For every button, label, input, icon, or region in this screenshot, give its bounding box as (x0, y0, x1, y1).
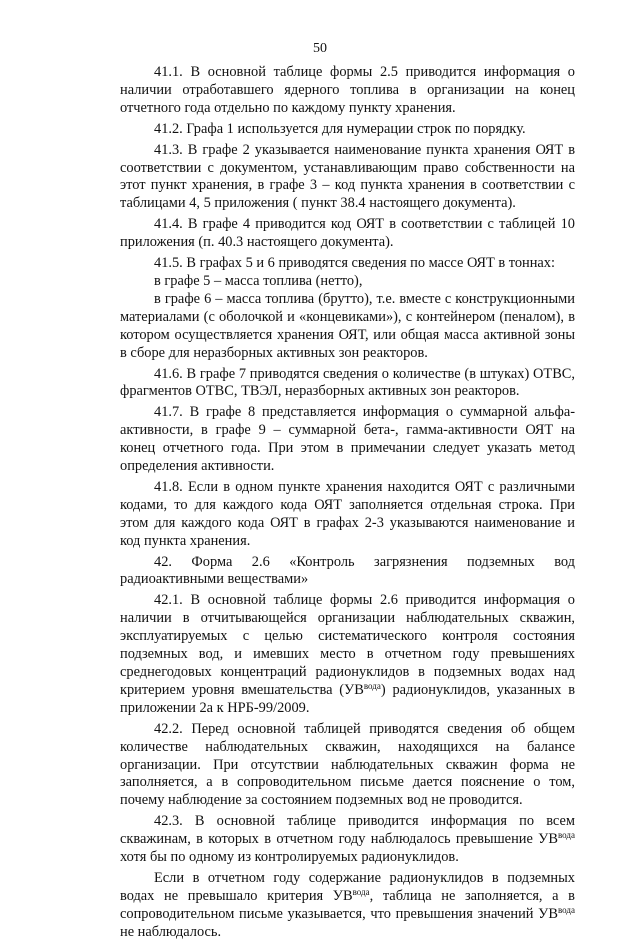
superscript-voda: вода (363, 680, 381, 691)
paragraph-41-5: 41.5. В графах 5 и 6 приводятся сведения по массе ОЯТ в тоннах: (154, 255, 555, 272)
page-number: 50 (313, 41, 327, 56)
paragraph-41-8: 41.8. Если в одном пункте хранения находится ОЯТ с различными кодами, то для каждого кода ОЯТ заполняется отдельная строка. При этом для каждого кода ОЯТ в графах 2-3 указываются наименование и код пункта хранения. (120, 478, 575, 549)
paragraph-41-7: 41.7. В графе 8 представляется информация о суммарной альфа-активности, в графе 9 – суммарной бета-, гамма-активности ОЯТ на конец отчетного года. При этом в примечании следует указать метод определения активности. (120, 404, 575, 475)
paragraph-42-2: 42.2. Перед основной таблицей приводятся сведения об общем количестве наблюдательных скважин, находящихся на балансе организации. При отсутствии наблюдательных скважин форма не заполняется, а в сопроводительном письме дается пояснение о том, почему наблюдение за состоянием подземных вод не проводится. (120, 720, 575, 809)
paragraph-42-3-text-end: хотя бы по одному из контролируемых радионуклидов. (120, 849, 459, 866)
paragraph-41-5-item-a: в графе 5 – масса топлива (нетто), (154, 272, 363, 289)
paragraph-42-heading: 42. Форма 2.6 «Контроль загрязнения подземных вод радиоактивными веществами» (120, 553, 575, 588)
paragraph-42-1-text: 42.1. В основной таблице формы 2.6 приводится информация о наличии в отчитывающейся организации наблюдательных скважин, эксплуатируемых с целью систематического контроля состояния подземных вод, и имевших место в отчетном году превышениях среднегодовых концентраций радионуклидов в подземных водах над критерием уровня вмешательства (УВ (120, 592, 575, 698)
paragraph-42-3-text: 42.3. В основной таблице приводится информация по всем скважинам, в которых в отчетном году наблюдалось превышение УВ (120, 813, 575, 848)
paragraph-41-1: 41.1. В основной таблице формы 2.5 приводится информация о наличии отработавшего ядерного топлива в организации на конец отчетного года отдельно по каждому пункту хранения. (120, 64, 575, 116)
paragraph-41-2: 41.2. Графа 1 используется для нумерации строк по порядку. (154, 120, 526, 137)
paragraph-41-4: 41.4. В графе 4 приводится код ОЯТ в соответствии с таблицей 10 приложения (п. 40.3 настоящего документа). (120, 216, 575, 251)
paragraph-42-1 (120, 592, 575, 717)
paragraph-final-text-3: не наблюдалось. (120, 923, 222, 940)
superscript-voda: вода (557, 904, 575, 915)
paragraph-41-6: 41.6. В графе 7 приводятся сведения о количестве (в штуках) ОТВС, фрагментов ОТВС, ТВЭЛ, неразборных активных зон реакторов. (120, 365, 575, 400)
paragraph-41-5-item-b: в графе 6 – масса топлива (брутто), т.е. вместе с конструкционными материалами (с оболочкой и «концевиками»), с контейнером (пеналом), в котором осуществляется хранения ОЯТ, или общая масса активной зоны в сборе для неразборных активных зон реакторов. (120, 290, 575, 361)
document-body (120, 64, 575, 945)
superscript-voda: вода (557, 830, 575, 841)
superscript-voda: вода (352, 886, 370, 897)
paragraph-final-text-1: Если в отчетном году содержание радионуклидов в подземных водах не превышало критерия УВ (120, 869, 575, 904)
paragraph-final (120, 870, 575, 942)
paragraph-41-3: 41.3. В графе 2 указывается наименование пункта хранения ОЯТ в соответствии с документом, устанавливающим право собственности на этот пункт хранения, в графе 3 – код пункта хранения в соответствии с таблицами 4, 5 приложения ( пункт 38.4 настоящего документа). (120, 141, 575, 212)
paragraph-final-text-2: , таблица не заполняется, а в сопроводительном письме указывается, что превышения значений УВ (120, 887, 575, 922)
paragraph-42-3 (120, 813, 575, 867)
paragraph-42-1-text-end: ) радионуклидов, указанных в приложении 2а к НРБ-99/2009. (120, 681, 575, 716)
